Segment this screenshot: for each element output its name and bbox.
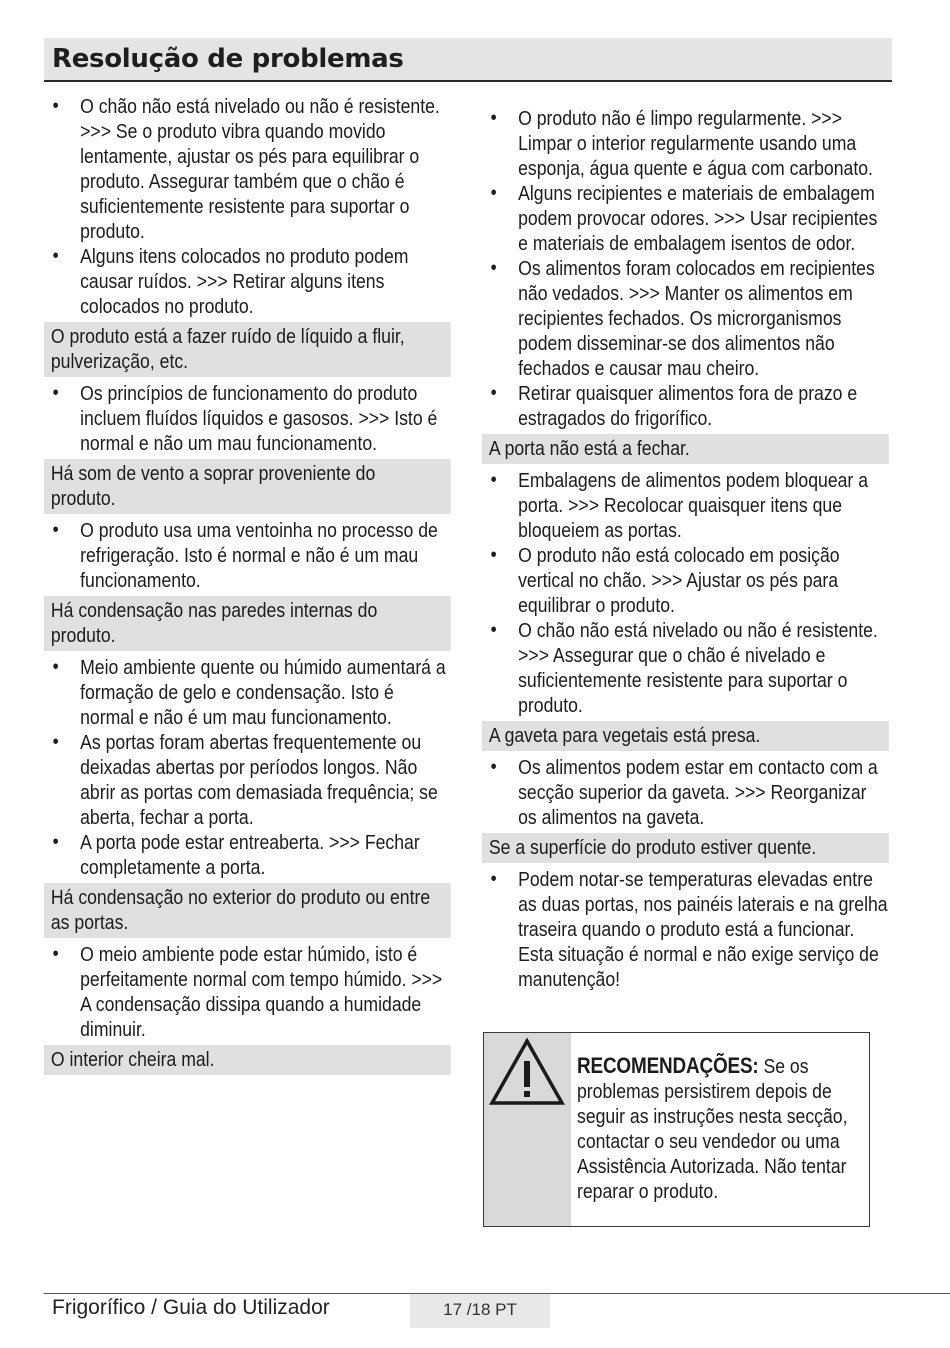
list-item-text: As portas foram abertas frequentemente ou deixadas abertas por períodos longos. Não abrir as portas com demasiada frequência; se aberta, fechar a porta. — [80, 731, 438, 829]
bullet-icon: • — [52, 382, 59, 404]
warning-sidebar — [484, 1033, 571, 1226]
list-item-text: O produto não é limpo regularmente. >>> Limpar o interior regularmente usando uma esponja, água quente e água com carbonato. — [518, 107, 873, 180]
list-item — [44, 730, 451, 830]
list-item — [44, 830, 451, 880]
section-heading — [482, 434, 889, 464]
list-item-text: Os alimentos podem estar em contacto com a secção superior da gaveta. >>> Reorganizar os alimentos na gaveta. — [518, 756, 878, 829]
list-item-text: Embalagens de alimentos podem bloquear a porta. >>> Recolocar quaisquer itens que bloqueiem as portas. — [518, 469, 869, 542]
recommendation-body: Se os problemas persistirem depois de seguir as instruções nesta secção, contactar o seu vendedor ou uma Assistência Autorizada. Não tentar reparar o produto. — [577, 1055, 848, 1203]
bullet-list — [482, 867, 889, 992]
bullet-icon: • — [52, 656, 59, 678]
list-item — [482, 256, 889, 381]
list-item — [44, 655, 451, 730]
page-title: Resolução de problemas — [52, 44, 404, 74]
list-item-text: O chão não está nivelado ou não é resistente. >>> Assegurar que o chão é nivelado e suficientemente resistente para suportar o produto. — [518, 619, 878, 717]
bullet-list — [44, 518, 451, 593]
section-heading-text: A gaveta para vegetais está presa. — [488, 724, 761, 747]
list-item — [482, 543, 889, 618]
section-heading — [482, 833, 889, 863]
list-item-text: Podem notar-se temperaturas elevadas entre as duas portas, nos painéis laterais e na grelha traseira quando o produto está a funcionar. Esta situação é normal e não exige serviço de manutenção! — [518, 868, 888, 991]
list-item — [44, 94, 451, 244]
bullet-icon: • — [490, 544, 497, 566]
bullet-list — [482, 755, 889, 830]
right-column — [482, 106, 890, 992]
list-item — [482, 381, 889, 431]
list-item-text: Alguns recipientes e materiais de embalagem podem provocar odores. >>> Usar recipientes e materiais de embalagem isentos de odor. — [518, 182, 878, 255]
left-column-content — [44, 94, 451, 1075]
list-item — [44, 381, 451, 456]
bullet-icon: • — [490, 868, 497, 890]
bullet-icon: • — [52, 95, 59, 117]
bullet-icon: • — [52, 519, 59, 541]
bullet-list — [44, 381, 451, 456]
bullet-list — [44, 94, 451, 319]
footer-title: Frigorífico / Guia do Utilizador — [52, 1296, 330, 1319]
warning-triangle-icon — [489, 1037, 565, 1107]
bullet-icon: • — [490, 469, 497, 491]
left-column — [44, 94, 452, 1079]
section-heading-text: Há condensação no exterior do produto ou entre as portas. — [50, 886, 431, 934]
recommendation-box — [483, 1032, 870, 1227]
bullet-icon: • — [52, 245, 59, 267]
list-item-text: Alguns itens colocados no produto podem causar ruídos. >>> Retirar alguns itens colocados no produto. — [80, 245, 409, 318]
section-heading-text: A porta não está a fechar. — [488, 437, 690, 460]
bullet-list — [482, 468, 889, 718]
list-item-text: O chão não está nivelado ou não é resistente. >>> Se o produto vibra quando movido lentamente, ajustar os pés para equilibrar o produto. Assegurar também que o chão é suficientemente resistente para suportar o produto. — [80, 95, 440, 243]
bullet-list — [44, 655, 451, 880]
bullet-icon: • — [52, 831, 59, 853]
list-item — [482, 181, 889, 256]
section-heading — [44, 459, 451, 514]
bullet-icon: • — [490, 756, 497, 778]
bullet-icon: • — [490, 107, 497, 129]
section-heading-text: O produto está a fazer ruído de líquido a fluir, pulverização, etc. — [50, 325, 405, 373]
list-item-text: O produto usa uma ventoinha no processo de refrigeração. Isto é normal e não é um mau funcionamento. — [80, 519, 438, 592]
section-heading-text: O interior cheira mal. — [50, 1048, 215, 1071]
section-heading-text: Se a superfície do produto estiver quente. — [488, 836, 817, 859]
section-heading — [44, 883, 451, 938]
list-item-text: Retirar quaisquer alimentos fora de prazo e estragados do frigorífico. — [518, 382, 858, 430]
list-item-text: A porta pode estar entreaberta. >>> Fechar completamente a porta. — [80, 831, 420, 879]
list-item-text: O meio ambiente pode estar húmido, isto é perfeitamente normal com tempo húmido. >>> A condensação dissipa quando a humidade diminuir. — [80, 943, 443, 1041]
bullet-list — [482, 106, 889, 431]
section-heading — [44, 322, 451, 377]
list-item — [482, 867, 889, 992]
section-heading — [44, 596, 451, 651]
bullet-icon: • — [52, 943, 59, 965]
list-item — [44, 244, 451, 319]
right-column-content — [482, 106, 889, 992]
section-heading-text: Há som de vento a soprar proveniente do produto. — [50, 462, 376, 510]
list-item-text: O produto não está colocado em posição vertical no chão. >>> Ajustar os pés para equilibrar o produto. — [518, 544, 840, 617]
recommendation-text — [577, 1053, 857, 1204]
list-item — [482, 755, 889, 830]
list-item — [44, 942, 451, 1042]
page-header — [44, 38, 892, 82]
list-item-text: Os princípios de funcionamento do produto incluem fluídos líquidos e gasosos. >>> Isto é normal e não um mau funcionamento. — [80, 382, 438, 455]
recommendation-label: RECOMENDAÇÕES: — [577, 1053, 759, 1078]
bullet-icon: • — [490, 619, 497, 641]
bullet-icon: • — [490, 382, 497, 404]
list-item — [482, 618, 889, 718]
page-number: 17 /18 PT — [410, 1294, 550, 1328]
section-heading-text: Há condensação nas paredes internas do produto. — [50, 599, 378, 647]
list-item — [482, 468, 889, 543]
list-item-text: Meio ambiente quente ou húmido aumentará a formação de gelo e condensação. Isto é normal e não é um mau funcionamento. — [80, 656, 446, 729]
section-heading — [44, 1045, 451, 1075]
bullet-icon: • — [490, 182, 497, 204]
list-item — [482, 106, 889, 181]
bullet-icon: • — [52, 731, 59, 753]
list-item-text: Os alimentos foram colocados em recipientes não vedados. >>> Manter os alimentos em recipientes fechados. Os microrganismos podem disseminar-se dos alimentos não fechados e causar mau cheiro. — [518, 257, 875, 380]
bullet-icon: • — [490, 257, 497, 279]
section-heading — [482, 721, 889, 751]
bullet-list — [44, 942, 451, 1042]
list-item — [44, 518, 451, 593]
